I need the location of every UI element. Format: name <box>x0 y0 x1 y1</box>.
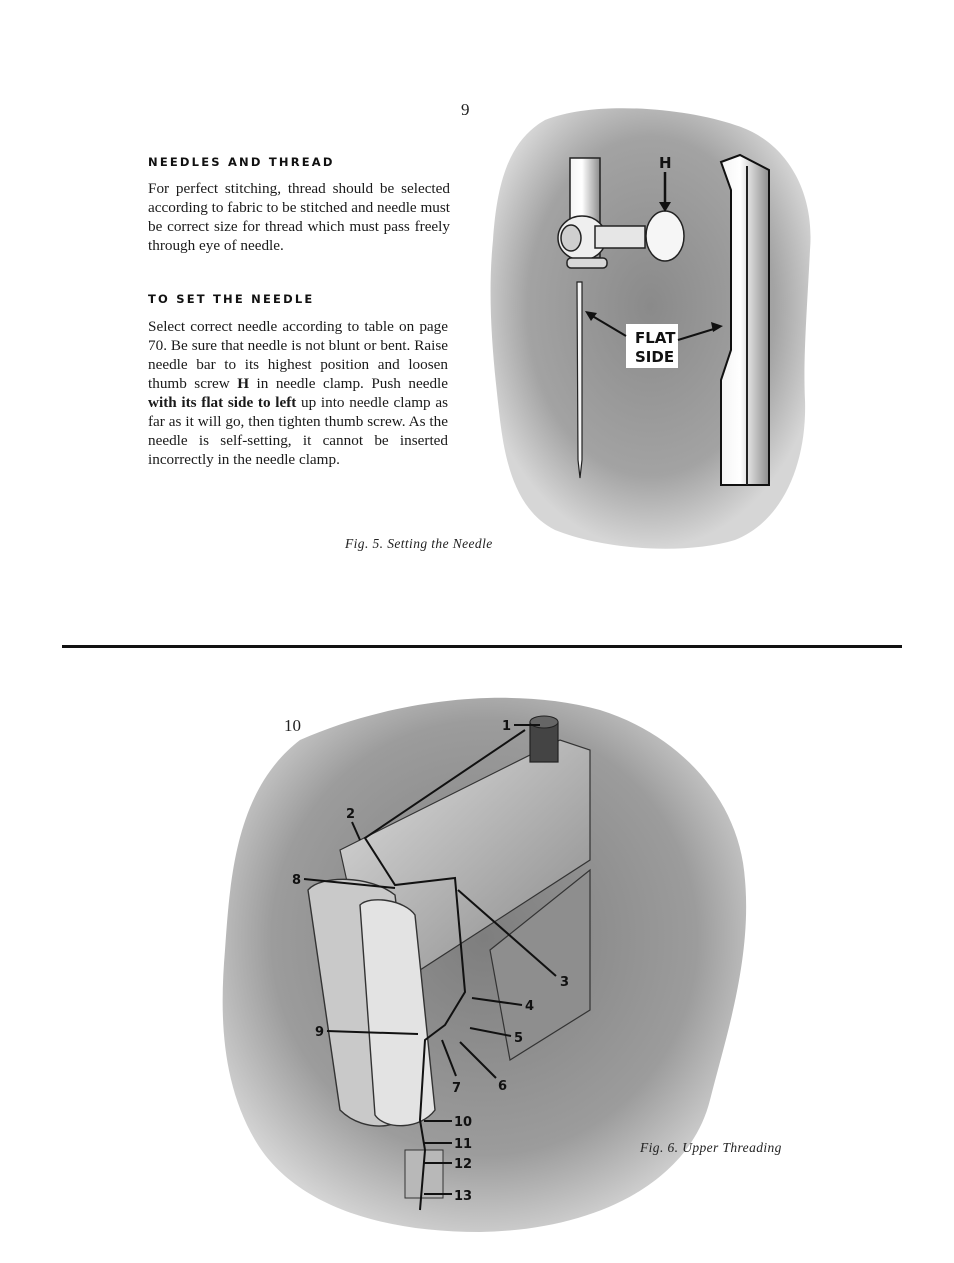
upper-threading-illustration <box>180 680 755 1240</box>
needle-setting-illustration <box>485 100 820 555</box>
thumb-screw-letter: H <box>237 375 250 392</box>
callout-2: 2 <box>346 807 356 822</box>
flat-side-emphasis: with its flat side to left <box>148 394 297 411</box>
callout-9: 9 <box>315 1025 325 1040</box>
page-divider <box>62 645 902 648</box>
callout-12: 12 <box>454 1157 473 1172</box>
callout-11: 11 <box>454 1137 473 1152</box>
callout-10: 10 <box>454 1115 473 1130</box>
paragraph-set-the-needle <box>148 317 448 469</box>
callout-7: 7 <box>452 1081 462 1096</box>
spool-pin-icon <box>530 716 558 762</box>
paragraph-needles-and-thread: For perfect stitching, thread should be selected according to fabric to be stitched and needle must be correct size for thread which must pass freely through eye of needle. <box>148 180 450 254</box>
label-h: H <box>659 154 672 172</box>
thumb-screw-icon <box>646 211 684 261</box>
page-number: 10 <box>284 716 301 735</box>
section-heading-set-the-needle: TO SET THE NEEDLE <box>148 292 315 306</box>
section-heading-needles-and-thread: NEEDLES AND THREAD <box>148 155 335 169</box>
paragraph-text: Select correct needle according to table on page 70. Be sure that needle is not blunt or bent. Raise needle bar to its highest position and loosen thumb screw <box>148 318 448 392</box>
callout-3: 3 <box>560 975 570 990</box>
figure-6-caption: Fig. 6. Upper Threading <box>640 1140 782 1155</box>
page-number: 9 <box>461 100 470 119</box>
callout-6: 6 <box>498 1079 508 1094</box>
callout-1: 1 <box>502 719 512 734</box>
callout-5: 5 <box>514 1031 524 1046</box>
figure-5-caption: Fig. 5. Setting the Needle <box>345 536 493 551</box>
label-side: SIDE <box>635 348 675 366</box>
paragraph-text: in needle clamp. Push needle <box>249 375 449 392</box>
label-flat: FLAT <box>635 329 676 347</box>
callout-4: 4 <box>525 999 535 1014</box>
paragraph-text: up into needle clamp as far as it will go, then tighten thumb screw. As the needle is self-setting, it cannot be inserted incorrectly in the needle clamp. <box>148 394 448 468</box>
callout-13: 13 <box>454 1189 473 1204</box>
needle-icon <box>577 282 582 478</box>
callout-8: 8 <box>292 873 302 888</box>
